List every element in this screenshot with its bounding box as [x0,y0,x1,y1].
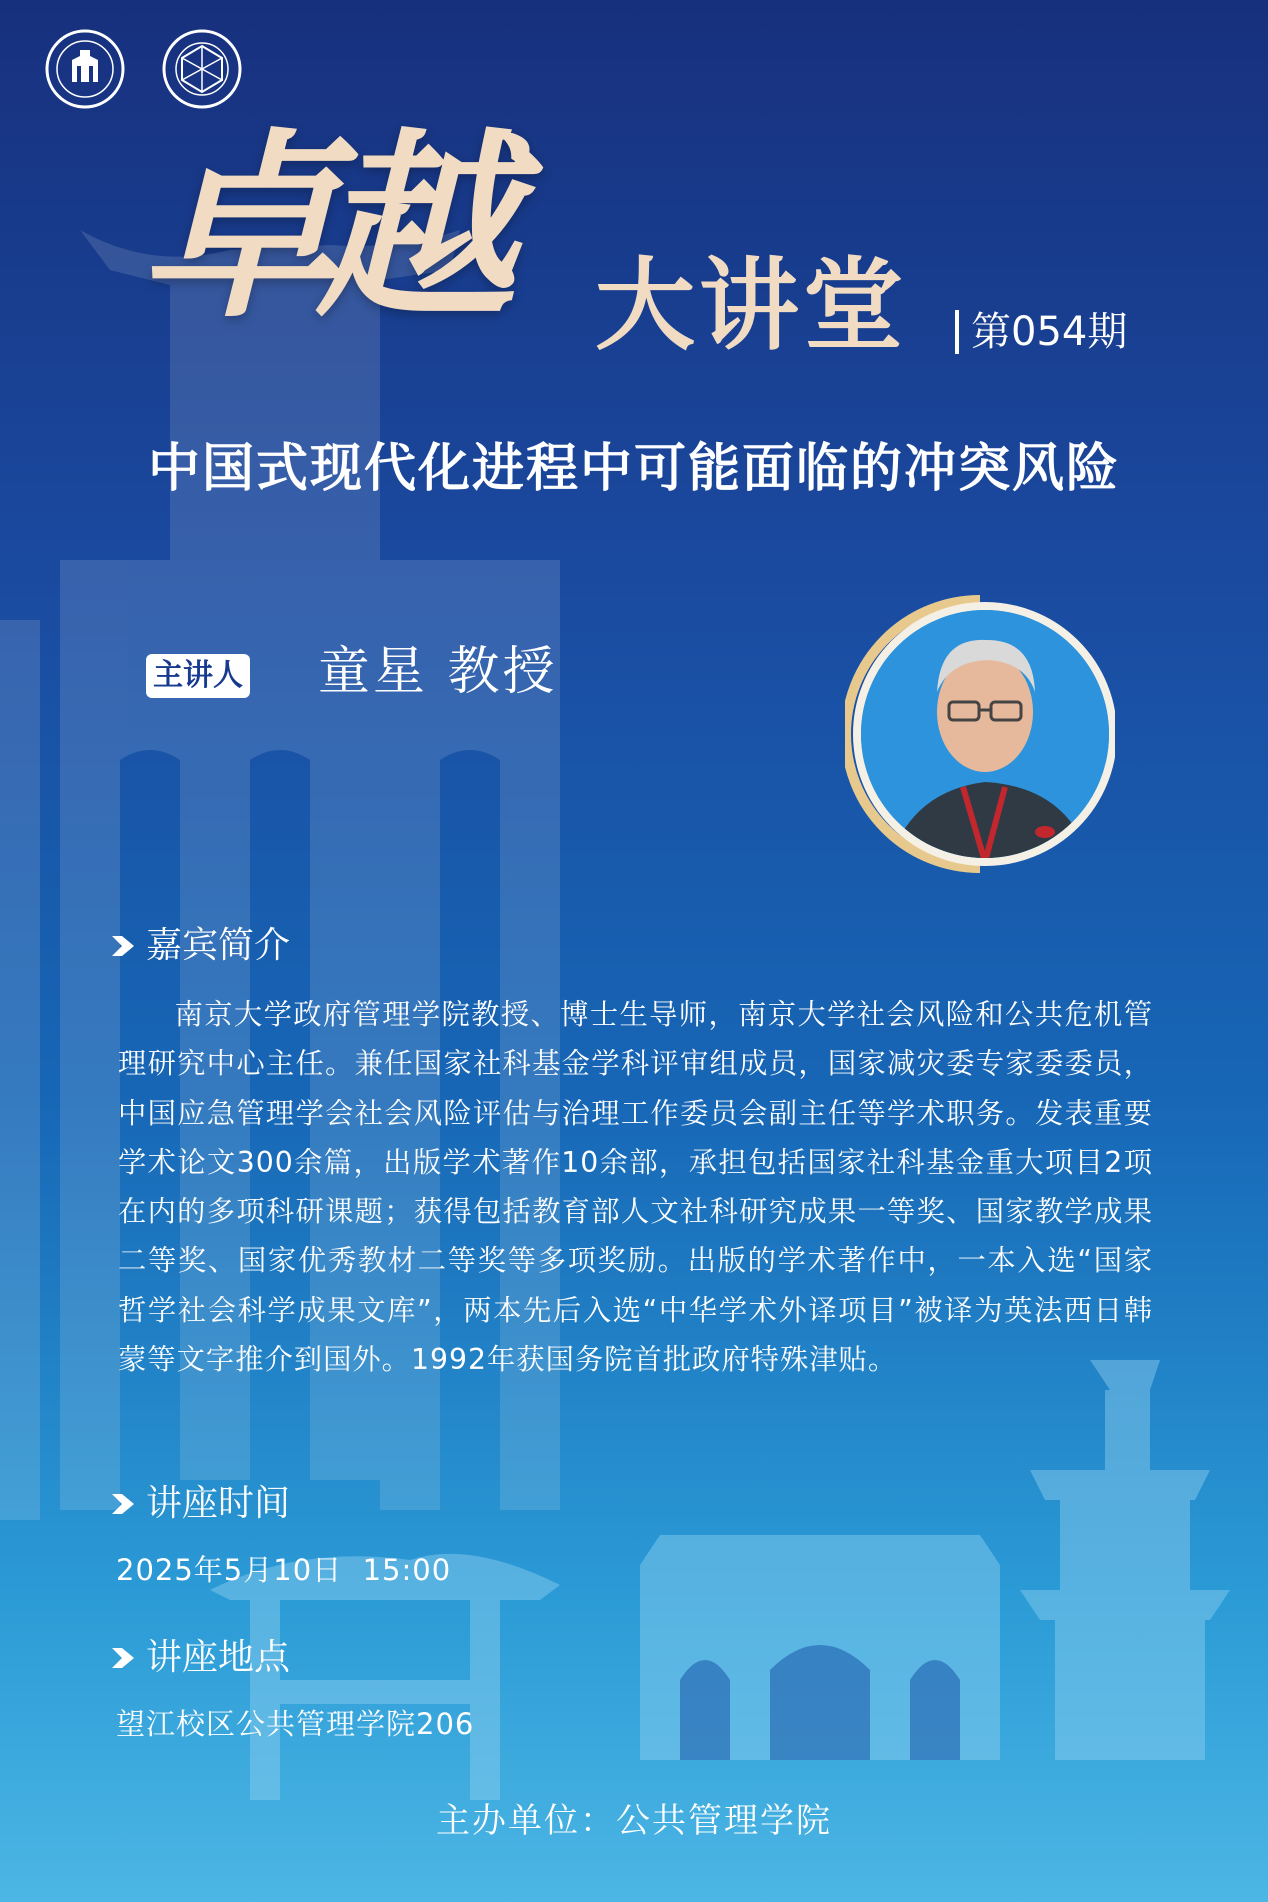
bio-heading-label: 嘉宾简介 [146,925,291,966]
time-heading [110,1483,291,1524]
sichuan-university-logo [44,28,126,110]
chevron-right-icon [110,933,136,959]
lecture-title: 中国式现代化进程中可能面临的冲突风险 [147,439,1120,499]
speaker-tag: 主讲人 [146,654,250,698]
place-heading [110,1637,291,1678]
speaker-portrait [845,592,1115,876]
issue-number [955,310,1127,354]
place-heading-label: 讲座地点 [146,1637,291,1678]
issue-label: 第054期 [971,309,1128,355]
series-title-sub: 大讲堂 [595,246,907,364]
organizer: 主办单位：公共管理学院 [436,1801,832,1841]
chevron-right-icon [110,1645,136,1671]
bio-heading [110,925,291,966]
place-value: 望江校区公共管理学院206 [116,1707,475,1741]
series-title-brush: 卓越 [140,110,493,345]
speaker-name: 童星 教授 [318,642,558,702]
bio-text: 南京大学政府管理学院教授、博士生导师，南京大学社会风险和公共危机管理研究中心主任。兼任国家社科基金学科评审组成员，国家减灾委专家委委员，中国应急管理学会社会风险评估与治理工作委员会副主任等学术职务。发表重要学术论文300余篇，出版学术著作10余部，承担包括国家社科基金重大项目2项在内的多项科研课题；获得包括教育部人文社科研究成果一等奖、国家教学成果二等奖、国家优秀教材二等奖等多项奖励。出版的学术著作中，一本入选“国家哲学社会科学成果文库”，两本先后入选“中华学术外译项目”被译为英法西日韩蒙等文字推介到国外。1992年获国务院首批政府特殊津贴。 [118,998,1153,1377]
chevron-right-icon [110,1491,136,1517]
school-of-public-administration-logo [161,28,243,110]
time-value: 2025年5月10日 15:00 [116,1553,452,1587]
time-heading-label: 讲座时间 [146,1483,291,1524]
issue-divider [955,310,959,354]
